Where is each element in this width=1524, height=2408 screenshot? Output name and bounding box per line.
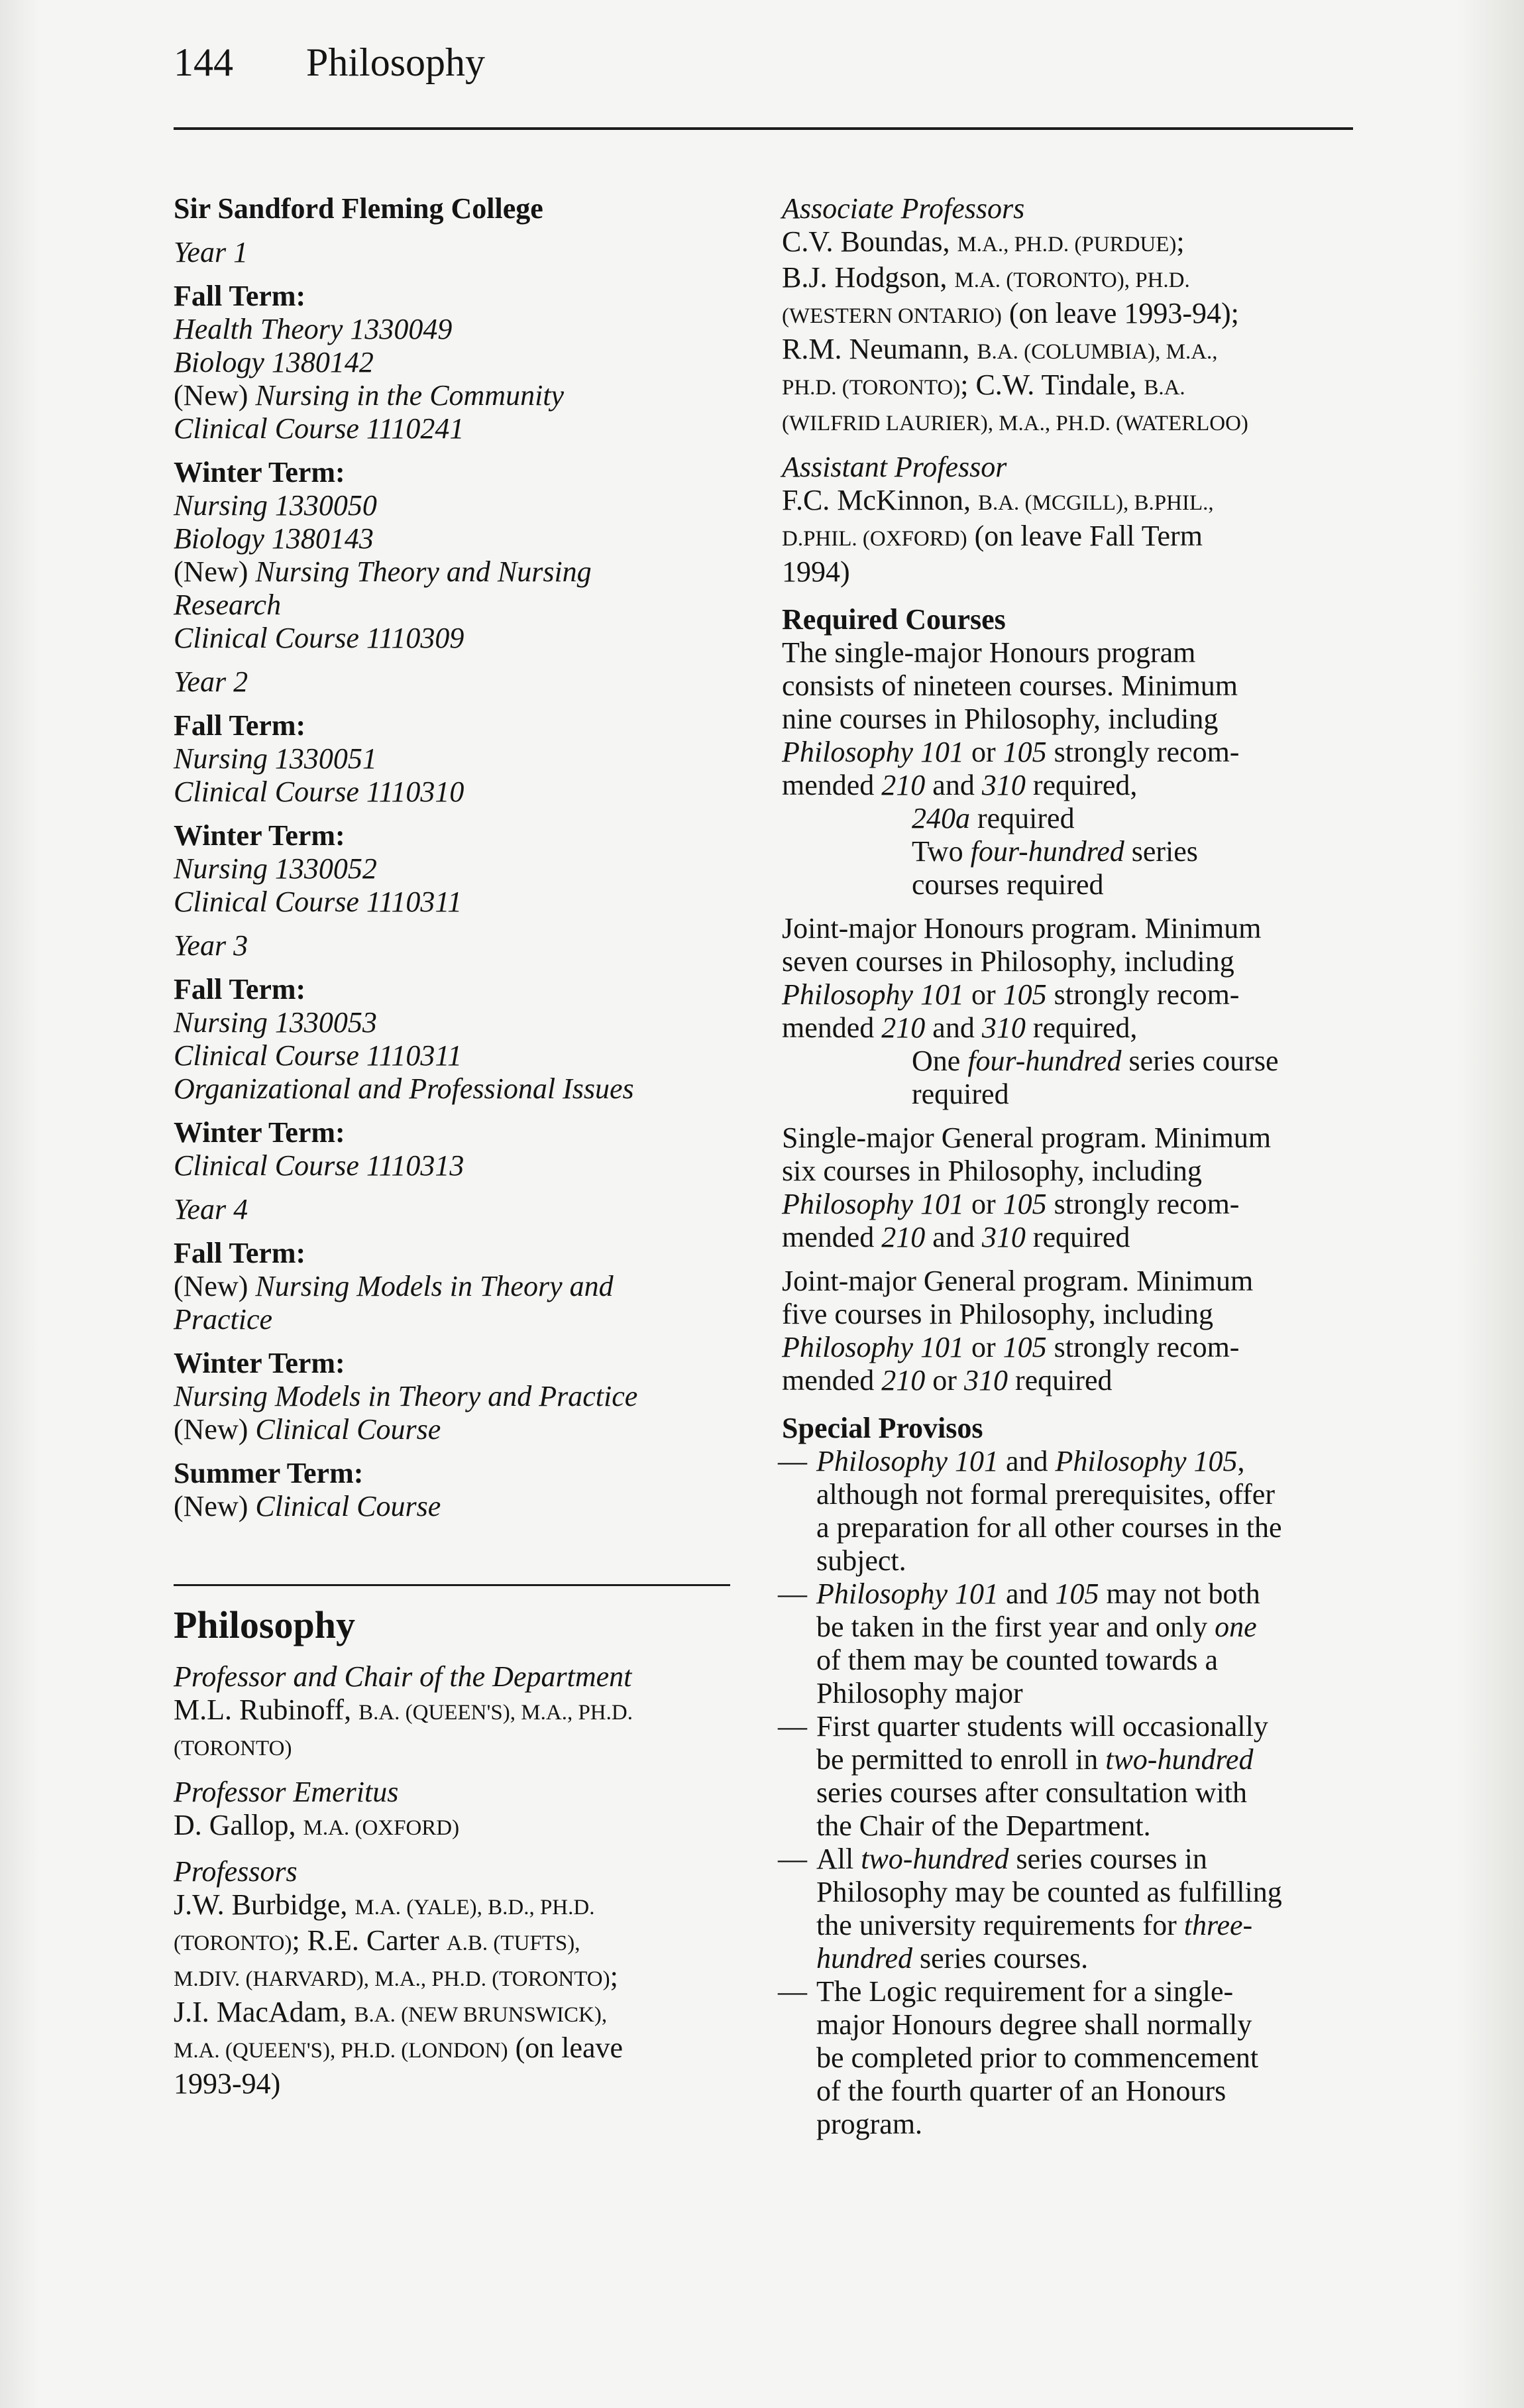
special-provisos-heading: Special Provisos	[782, 1412, 983, 1444]
course-name: Nursing 1330053	[174, 1006, 377, 1039]
program-line	[782, 636, 1352, 669]
text-run: series course	[1121, 1045, 1279, 1077]
course-line	[174, 313, 730, 346]
degree-run: B.A. (QUEEN'S), M.A., PH.D.	[358, 1701, 633, 1725]
text-run: (on leave Fall Term	[967, 520, 1203, 552]
course-prefix: (New)	[174, 1490, 256, 1522]
text-run: ;	[1176, 225, 1185, 258]
faculty-line	[782, 520, 1352, 555]
degree-run: B.A. (MCGILL), B.PHIL.,	[977, 491, 1214, 515]
page-number: 144	[174, 40, 233, 84]
italic-run: hundred	[816, 1942, 913, 1975]
faculty-line	[174, 1809, 730, 1845]
italic-run: Philosophy 101	[816, 1445, 999, 1477]
text-run: or	[963, 1331, 1003, 1363]
text-run: nine courses in Philosophy, including	[782, 703, 1219, 735]
program-line	[782, 835, 1352, 868]
course-name: Practice	[174, 1303, 273, 1336]
course-name: Clinical Course	[255, 1413, 441, 1446]
term-heading: Winter Term:	[174, 456, 345, 488]
dash-marker: —	[778, 1710, 807, 1743]
course-line	[174, 412, 730, 445]
text-run: major Honours degree shall normally	[816, 2008, 1252, 2041]
term-heading: Winter Term:	[174, 819, 345, 852]
faculty-line	[782, 225, 1352, 261]
faculty-list-right	[782, 192, 1352, 589]
text-run: and	[925, 1221, 982, 1253]
course-line	[174, 555, 730, 589]
italic-run: 210	[881, 769, 926, 801]
text-run: required	[1025, 1221, 1130, 1253]
course-name: Nursing Models in Theory and Practice	[174, 1380, 638, 1412]
italic-run: 310	[981, 769, 1026, 801]
italic-run: 210	[881, 1364, 926, 1397]
text-run: consists of nineteen courses. Minimum	[782, 669, 1238, 702]
program-line	[782, 868, 1352, 901]
faculty-line	[174, 1996, 730, 2032]
text-run: ; C.W. Tindale,	[960, 369, 1144, 401]
text-run: ,	[1237, 1445, 1245, 1477]
text-run: D. Gallop,	[174, 1809, 303, 1841]
dash-marker: —	[778, 1577, 807, 1610]
term-heading: Summer Term:	[174, 1457, 364, 1489]
text-run: One	[912, 1045, 968, 1077]
text-run: series courses in	[1008, 1843, 1207, 1875]
program-line	[782, 912, 1352, 945]
italic-run: Philosophy 101	[782, 978, 964, 1011]
text-run: The Logic requirement for a single-	[816, 1975, 1234, 2008]
course-name: Nursing Theory and Nursing	[255, 555, 592, 588]
course-line	[174, 852, 730, 886]
degree-run: (TORONTO)	[174, 1737, 292, 1760]
dash-marker: —	[778, 1843, 807, 1875]
program-paragraph	[782, 636, 1352, 901]
text-run: Joint-major General program. Minimum	[782, 1265, 1254, 1297]
faculty-line	[782, 369, 1352, 404]
text-run: required	[912, 1078, 1009, 1110]
program-line	[782, 1364, 1352, 1397]
text-run: or	[925, 1364, 964, 1397]
program-line	[782, 669, 1352, 703]
nursing-curriculum	[174, 236, 730, 1523]
faculty-rank: Professor Emeritus	[174, 1776, 399, 1808]
left-column	[174, 192, 730, 2100]
text-run: 1994)	[782, 555, 850, 588]
course-name: Clinical Course 1110241	[174, 412, 464, 445]
proviso-line	[816, 1644, 1352, 1677]
text-run: strongly recom-	[1046, 736, 1240, 768]
text-run: be taken in the first year and only	[816, 1611, 1215, 1643]
proviso-item	[778, 1843, 1352, 1975]
course-name: Biology 1380143	[174, 522, 374, 555]
course-name: Nursing in the Community	[255, 379, 565, 412]
program-line	[782, 1011, 1352, 1045]
course-line	[174, 1270, 730, 1303]
text-run: M.L. Rubinoff,	[174, 1693, 359, 1726]
proviso-line	[816, 1876, 1352, 1909]
text-run: be completed prior to commencement	[816, 2041, 1259, 2074]
text-run: B.J. Hodgson,	[782, 261, 955, 294]
proviso-line	[816, 1942, 1352, 1975]
program-line	[782, 1121, 1352, 1155]
course-line	[174, 1413, 730, 1446]
course-line	[174, 742, 730, 775]
italic-run: two-hundred	[1105, 1743, 1254, 1776]
proviso-line	[816, 2075, 1352, 2108]
text-run: F.C. McKinnon,	[782, 484, 978, 516]
text-run: of them may be counted towards a	[816, 1644, 1219, 1676]
italic-run: 310	[981, 1221, 1026, 1253]
proviso-line	[816, 1677, 1352, 1710]
right-column	[778, 192, 1352, 2141]
degree-run: (WILFRID LAURIER), M.A., PH.D. (WATERLOO)	[782, 412, 1248, 435]
text-run: and	[925, 769, 982, 801]
header-rule	[174, 127, 1353, 130]
text-run: ;	[610, 1960, 618, 1992]
program-line	[782, 802, 1352, 835]
degree-run: B.A.	[1144, 376, 1185, 400]
faculty-rank: Professor and Chair of the Department	[174, 1660, 632, 1693]
proviso-line	[816, 2041, 1352, 2075]
degree-run: M.A. (TORONTO), PH.D.	[954, 268, 1190, 292]
faculty-line	[174, 1924, 730, 1960]
course-line	[174, 1303, 730, 1336]
proviso-line	[816, 1809, 1352, 1843]
course-line	[174, 589, 730, 622]
course-prefix: (New)	[174, 1270, 256, 1302]
term-heading: Winter Term:	[174, 1347, 345, 1379]
faculty-rank: Associate Professors	[782, 192, 1025, 225]
text-run: and	[998, 1445, 1056, 1477]
text-run: although not formal prerequisites, offer	[816, 1478, 1275, 1511]
text-run: seven courses in Philosophy, including	[782, 945, 1234, 978]
page-header	[174, 34, 1353, 133]
course-name: Clinical Course 1110311	[174, 886, 463, 918]
course-name: Health Theory 1330049	[174, 313, 453, 345]
proviso-line	[816, 1478, 1352, 1511]
faculty-line	[174, 2032, 730, 2067]
text-run: (on leave 1993-94);	[1001, 297, 1239, 329]
course-name: Clinical Course 1110313	[174, 1149, 464, 1182]
text-run: R.M. Neumann,	[782, 333, 977, 365]
course-name: Biology 1380142	[174, 346, 374, 378]
italic-run: 240a	[912, 802, 970, 834]
faculty-line	[782, 261, 1352, 297]
text-run: required,	[1025, 769, 1138, 801]
faculty-line	[174, 2067, 730, 2100]
faculty-line	[782, 297, 1352, 333]
degree-run: M.A. (OXFORD)	[303, 1816, 460, 1840]
faculty-rank: Assistant Professor	[782, 451, 1007, 483]
program-line	[782, 736, 1352, 769]
section-heading-philosophy: Philosophy	[174, 1603, 355, 1646]
degree-run: M.A., PH.D. (PURDUE)	[957, 233, 1177, 257]
proviso-line	[816, 1611, 1352, 1644]
text-run: mended	[782, 1221, 882, 1253]
faculty-line	[174, 1729, 730, 1765]
proviso-line	[816, 2108, 1352, 2141]
proviso-item	[778, 1710, 1352, 1843]
faculty-list-left	[174, 1660, 730, 2100]
course-line	[174, 1039, 730, 1072]
degree-run: PH.D. (TORONTO)	[782, 376, 961, 400]
degree-run: A.B. (TUFTS),	[446, 1931, 580, 1955]
term-heading: Fall Term:	[174, 973, 306, 1005]
course-name: Clinical Course	[255, 1490, 441, 1522]
term-heading: Fall Term:	[174, 709, 306, 742]
college-heading: Sir Sandford Fleming College	[174, 192, 543, 225]
italic-run: Philosophy 101	[782, 736, 964, 768]
text-run: series courses.	[912, 1942, 1089, 1975]
course-name: Nursing 1330051	[174, 742, 377, 775]
course-name: Organizational and Professional Issues	[174, 1072, 634, 1105]
text-run: Philosophy may be counted as fulfilling	[816, 1876, 1282, 1908]
proviso-line	[816, 1577, 1352, 1611]
course-name: Nursing 1330052	[174, 852, 377, 885]
text-run: required	[970, 802, 1075, 834]
special-provisos-list	[778, 1445, 1352, 2141]
section-rule	[174, 1584, 730, 1586]
course-name: Research	[174, 589, 282, 621]
text-run: J.W. Burbidge,	[174, 1888, 355, 1921]
program-paragraph	[782, 912, 1352, 1111]
text-run: required,	[1025, 1011, 1138, 1044]
text-run: mended	[782, 1011, 882, 1044]
course-name: Clinical Course 1110309	[174, 622, 464, 654]
proviso-item	[778, 1577, 1352, 1710]
italic-run: 105	[1003, 736, 1047, 768]
italic-run: 210	[881, 1011, 926, 1044]
program-line	[782, 1265, 1352, 1298]
faculty-line	[174, 1888, 730, 1924]
italic-run: 310	[963, 1364, 1008, 1397]
course-name: Clinical Course 1110310	[174, 775, 464, 808]
degree-run: (WESTERN ONTARIO)	[782, 304, 1002, 328]
dash-marker: —	[778, 1445, 807, 1477]
italic-run: four-hundred	[970, 835, 1124, 868]
text-run: a preparation for all other courses in the	[816, 1511, 1282, 1544]
italic-run: one	[1215, 1611, 1257, 1643]
italic-run: 105	[1003, 978, 1047, 1011]
text-run: Two	[912, 835, 971, 868]
program-line	[782, 1331, 1352, 1364]
course-prefix: (New)	[174, 379, 256, 412]
course-line	[174, 379, 730, 412]
text-run: strongly recom-	[1046, 1188, 1240, 1220]
running-title: Philosophy	[306, 40, 486, 84]
italic-run: Philosophy 101	[782, 1331, 964, 1363]
italic-run: Philosophy 101	[816, 1577, 999, 1610]
degree-run: M.DIV. (HARVARD), M.A., PH.D. (TORONTO)	[174, 1967, 610, 1991]
italic-run: four-hundred	[967, 1045, 1122, 1077]
degree-run: D.PHIL. (OXFORD)	[782, 527, 967, 551]
text-run: the university requirements for	[816, 1909, 1184, 1941]
text-run: or	[963, 978, 1003, 1011]
proviso-line	[816, 2008, 1352, 2041]
proviso-line	[816, 1445, 1352, 1478]
degree-run: (TORONTO)	[174, 1931, 292, 1955]
italic-run: 105	[1055, 1577, 1099, 1610]
program-line	[782, 1078, 1352, 1111]
degree-run: B.A. (COLUMBIA), M.A.,	[977, 340, 1218, 364]
text-run: and	[925, 1011, 982, 1044]
dash-marker: —	[778, 1975, 807, 2008]
faculty-rank: Professors	[174, 1855, 298, 1888]
proviso-line	[816, 1544, 1352, 1577]
text-run: (on leave	[508, 2032, 624, 2064]
text-run: 1993-94)	[174, 2067, 281, 2100]
course-name: Nursing Models in Theory and	[255, 1270, 614, 1302]
program-line	[782, 1298, 1352, 1331]
faculty-line	[782, 555, 1352, 589]
year-label: Year 1	[174, 236, 248, 268]
text-run: ; R.E. Carter	[292, 1924, 447, 1957]
text-run: required	[1007, 1364, 1113, 1397]
proviso-line	[816, 1909, 1352, 1942]
text-run: or	[963, 736, 1003, 768]
program-paragraph	[782, 1265, 1352, 1397]
text-run: strongly recom-	[1046, 1331, 1240, 1363]
italic-run: three-	[1183, 1909, 1253, 1941]
program-requirements	[782, 636, 1352, 1397]
course-line	[174, 1149, 730, 1182]
text-run: mended	[782, 1364, 882, 1397]
italic-run: 210	[881, 1221, 926, 1253]
term-heading: Winter Term:	[174, 1116, 345, 1149]
text-run: Philosophy major	[816, 1677, 1023, 1709]
italic-run: Philosophy 101	[782, 1188, 964, 1220]
text-run: Joint-major Honours program. Minimum	[782, 912, 1262, 945]
faculty-line	[174, 1960, 730, 1996]
course-name: Nursing 1330050	[174, 489, 377, 522]
degree-run: M.A. (QUEEN'S), PH.D. (LONDON)	[174, 2039, 508, 2063]
program-line	[782, 703, 1352, 736]
term-heading: Fall Term:	[174, 1237, 306, 1269]
text-run: C.V. Boundas,	[782, 225, 957, 258]
text-run: First quarter students will occasionally	[816, 1710, 1268, 1743]
proviso-line	[816, 1975, 1352, 2008]
proviso-line	[816, 1776, 1352, 1809]
course-line	[174, 886, 730, 919]
italic-run: two-hundred	[861, 1843, 1009, 1875]
course-line	[174, 346, 730, 379]
year-label: Year 3	[174, 929, 248, 962]
year-label: Year 2	[174, 665, 248, 698]
course-line	[174, 1006, 730, 1039]
program-paragraph	[782, 1121, 1352, 1254]
text-run: five courses in Philosophy, including	[782, 1298, 1213, 1330]
text-run: series courses after consultation with	[816, 1776, 1248, 1809]
course-prefix: (New)	[174, 1413, 256, 1446]
text-run: program.	[816, 2108, 923, 2140]
required-courses-heading: Required Courses	[782, 603, 1006, 636]
program-line	[782, 978, 1352, 1011]
proviso-line	[816, 1710, 1352, 1743]
course-line	[174, 1380, 730, 1413]
year-label: Year 4	[174, 1193, 248, 1226]
text-run: courses required	[912, 868, 1104, 901]
proviso-line	[816, 1743, 1352, 1776]
text-run: be permitted to enroll in	[816, 1743, 1106, 1776]
program-line	[782, 1045, 1352, 1078]
italic-run: 105	[1003, 1331, 1047, 1363]
proviso-line	[816, 1511, 1352, 1544]
program-line	[782, 1155, 1352, 1188]
text-run: mended	[782, 769, 882, 801]
text-run: subject.	[816, 1544, 906, 1577]
italic-run: 105	[1003, 1188, 1047, 1220]
italic-run: 310	[981, 1011, 1026, 1044]
text-run: of the fourth quarter of an Honours	[816, 2075, 1226, 2107]
faculty-line	[174, 1693, 730, 1729]
text-run: J.I. MacAdam,	[174, 1996, 354, 2028]
course-line	[174, 1490, 730, 1523]
program-line	[782, 1188, 1352, 1221]
course-name: Clinical Course 1110311	[174, 1039, 463, 1072]
course-line	[174, 622, 730, 655]
degree-run: M.A. (YALE), B.D., PH.D.	[354, 1896, 595, 1920]
program-line	[782, 769, 1352, 802]
program-line	[782, 945, 1352, 978]
term-heading: Fall Term:	[174, 280, 306, 312]
course-prefix: (New)	[174, 555, 256, 588]
text-run: the Chair of the Department.	[816, 1809, 1151, 1842]
course-line	[174, 522, 730, 555]
text-run: Single-major General program. Minimum	[782, 1121, 1272, 1154]
proviso-item	[778, 1975, 1352, 2141]
course-line	[174, 489, 730, 522]
text-run: six courses in Philosophy, including	[782, 1155, 1202, 1187]
proviso-item	[778, 1445, 1352, 1577]
program-line	[782, 1221, 1352, 1254]
course-line	[174, 775, 730, 809]
faculty-line	[782, 404, 1352, 440]
faculty-line	[782, 333, 1352, 369]
course-line	[174, 1072, 730, 1106]
text-run: series	[1124, 835, 1198, 868]
degree-run: B.A. (NEW BRUNSWICK),	[354, 2003, 608, 2027]
text-run: or	[963, 1188, 1003, 1220]
proviso-line	[816, 1843, 1352, 1876]
faculty-line	[782, 484, 1352, 520]
text-run: strongly recom-	[1046, 978, 1240, 1011]
text-run: and	[998, 1577, 1056, 1610]
italic-run: Philosophy 105	[1055, 1445, 1238, 1477]
text-run: All	[816, 1843, 861, 1875]
text-run: may not both	[1099, 1577, 1260, 1610]
text-run: The single-major Honours program	[782, 636, 1196, 669]
